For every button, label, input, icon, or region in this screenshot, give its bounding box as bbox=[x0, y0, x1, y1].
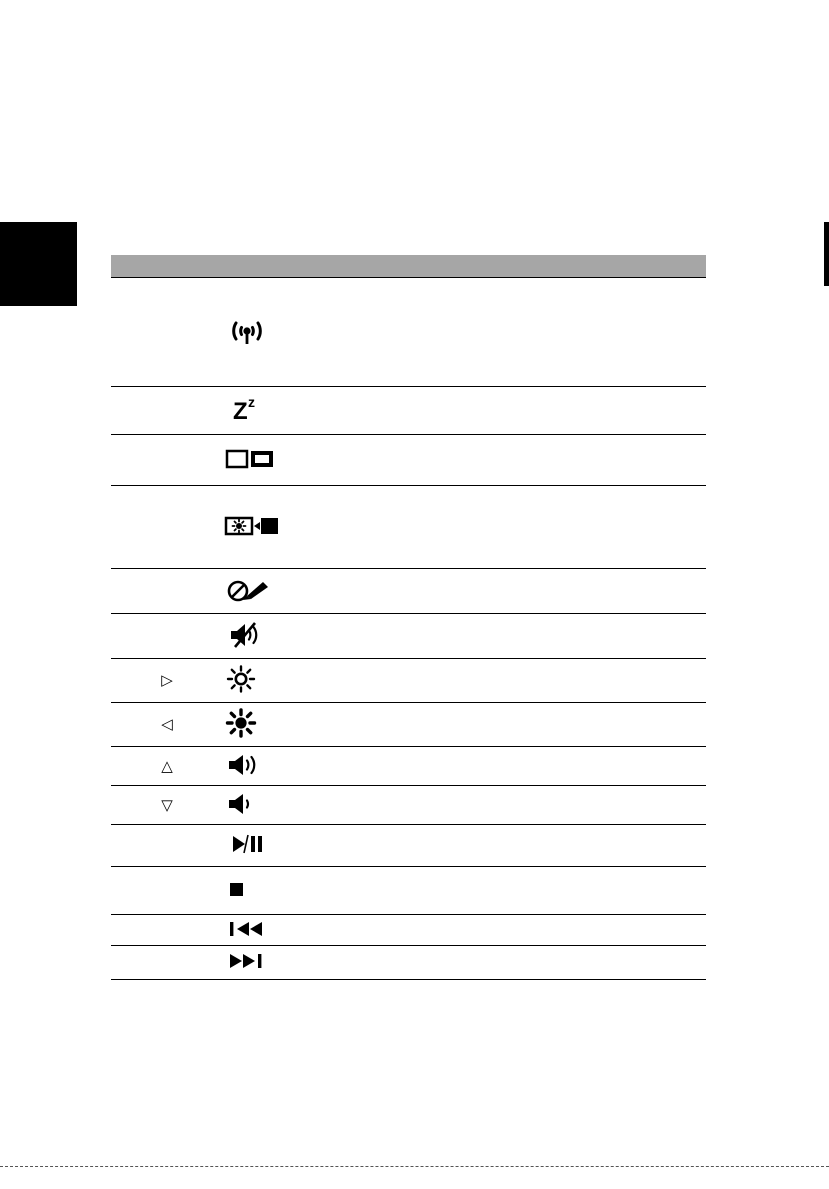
right-triangle-icon: ▷ bbox=[161, 672, 173, 689]
cell-hotkey bbox=[111, 915, 223, 946]
cell-icon bbox=[223, 435, 333, 486]
cell-icon bbox=[223, 614, 333, 659]
table-row bbox=[111, 915, 706, 946]
cell-hotkey bbox=[111, 659, 223, 703]
cell-icon bbox=[223, 747, 333, 786]
previous-track-icon bbox=[223, 918, 269, 940]
wireless-signal-icon bbox=[223, 313, 271, 349]
cell-hotkey bbox=[111, 946, 223, 980]
cell-description bbox=[453, 387, 706, 435]
svg-text:Z: Z bbox=[233, 398, 248, 424]
cell-hotkey bbox=[111, 747, 223, 786]
table-row bbox=[111, 486, 706, 569]
table-row bbox=[111, 569, 706, 614]
cell-description bbox=[453, 569, 706, 614]
left-triangle-icon: ◁ bbox=[161, 716, 173, 733]
table-row bbox=[111, 659, 706, 703]
cell-description bbox=[453, 659, 706, 703]
table-row bbox=[111, 614, 706, 659]
table-row bbox=[111, 825, 706, 867]
cell-icon bbox=[223, 486, 333, 569]
volume-up-icon bbox=[223, 751, 263, 779]
cell-hotkey bbox=[111, 703, 223, 747]
play-pause-icon bbox=[223, 832, 271, 856]
cell-hotkey bbox=[111, 569, 223, 614]
table-body bbox=[111, 278, 706, 980]
speaker-mute-icon bbox=[223, 620, 267, 650]
cell-icon bbox=[223, 703, 333, 747]
cell-function bbox=[333, 486, 453, 569]
cell-description bbox=[453, 614, 706, 659]
cell-function bbox=[333, 387, 453, 435]
cell-description bbox=[453, 486, 706, 569]
display-toggle-icon bbox=[223, 446, 279, 472]
cell-hotkey bbox=[111, 486, 223, 569]
cell-hotkey bbox=[111, 786, 223, 825]
svg-text:z: z bbox=[248, 394, 255, 410]
cell-description bbox=[453, 786, 706, 825]
cell-hotkey bbox=[111, 387, 223, 435]
page-footer-divider bbox=[0, 1166, 829, 1168]
column-header-hotkey bbox=[111, 255, 223, 278]
touchpad-off-icon bbox=[223, 576, 275, 604]
cell-hotkey bbox=[111, 278, 223, 387]
cell-description bbox=[453, 946, 706, 980]
cell-icon bbox=[223, 946, 333, 980]
page-edge-rule bbox=[824, 222, 829, 286]
cell-function bbox=[333, 614, 453, 659]
sleep-zz-icon bbox=[223, 394, 267, 424]
cell-icon bbox=[223, 659, 333, 703]
cell-function bbox=[333, 569, 453, 614]
table-row bbox=[111, 703, 706, 747]
cell-description bbox=[453, 435, 706, 486]
table-row bbox=[111, 867, 706, 915]
cell-function bbox=[333, 867, 453, 915]
cell-function bbox=[333, 747, 453, 786]
cell-icon bbox=[223, 867, 333, 915]
cell-description bbox=[453, 703, 706, 747]
table-row bbox=[111, 435, 706, 486]
cell-function bbox=[333, 278, 453, 387]
cell-icon bbox=[223, 915, 333, 946]
table-row bbox=[111, 946, 706, 980]
cell-hotkey bbox=[111, 435, 223, 486]
screen-blank-icon bbox=[223, 513, 281, 539]
cell-function bbox=[333, 786, 453, 825]
cell-function bbox=[333, 825, 453, 867]
table-row bbox=[111, 387, 706, 435]
table-row bbox=[111, 278, 706, 387]
cell-hotkey bbox=[111, 867, 223, 915]
page-edge-tab bbox=[0, 222, 77, 306]
table-row bbox=[111, 786, 706, 825]
stop-icon bbox=[223, 878, 249, 900]
cell-description bbox=[453, 278, 706, 387]
cell-icon bbox=[223, 569, 333, 614]
cell-description bbox=[453, 747, 706, 786]
cell-function bbox=[333, 703, 453, 747]
column-header-description bbox=[453, 255, 706, 278]
cell-icon bbox=[223, 786, 333, 825]
cell-description bbox=[453, 915, 706, 946]
up-triangle-icon: △ bbox=[161, 757, 173, 775]
cell-description bbox=[453, 867, 706, 915]
cell-icon bbox=[223, 825, 333, 867]
cell-icon bbox=[223, 387, 333, 435]
cell-function bbox=[333, 915, 453, 946]
brightness-down-icon bbox=[223, 707, 259, 739]
down-triangle-icon: ▽ bbox=[161, 796, 173, 814]
cell-function bbox=[333, 659, 453, 703]
brightness-up-icon bbox=[223, 663, 259, 695]
cell-function bbox=[333, 435, 453, 486]
volume-down-icon bbox=[223, 790, 259, 818]
cell-icon bbox=[223, 278, 333, 387]
table-header-row bbox=[111, 255, 706, 278]
cell-function bbox=[333, 946, 453, 980]
column-header-icon bbox=[223, 255, 333, 278]
hotkey-table bbox=[111, 255, 706, 980]
column-header-function bbox=[333, 255, 453, 278]
cell-hotkey bbox=[111, 825, 223, 867]
table-header bbox=[111, 255, 706, 278]
cell-description bbox=[453, 825, 706, 867]
cell-hotkey bbox=[111, 614, 223, 659]
next-track-icon bbox=[223, 950, 269, 972]
table-row bbox=[111, 747, 706, 786]
